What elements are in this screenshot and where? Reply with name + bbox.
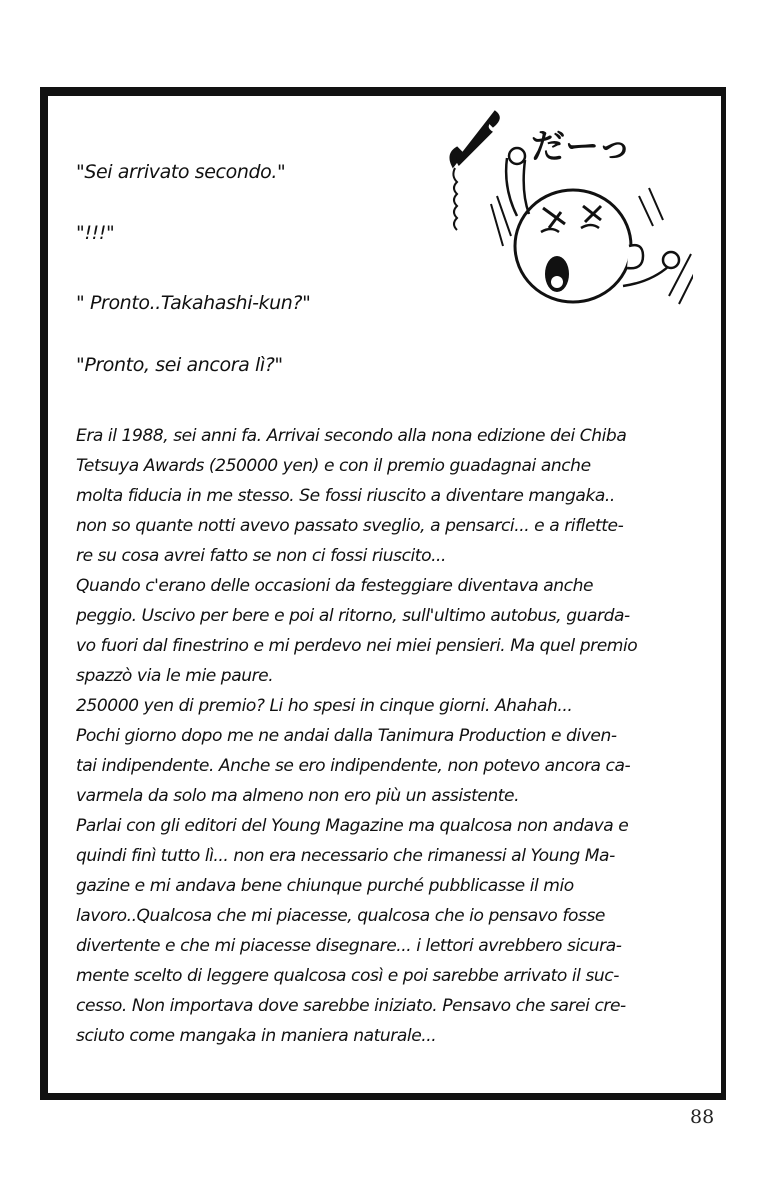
body-line: gazine e mi andava bene chiunque purché pubblicasse il mio xyxy=(76,876,574,896)
body-line: re su cosa avrei fatto se non ci fossi riuscito... xyxy=(76,546,447,566)
body-line: Era il 1988, sei anni fa. Arrivai secondo alla nona edizione dei Chiba xyxy=(76,426,627,446)
body-line: cesso. Non importava dove sarebbe iniziato. Pensavo che sarei cre- xyxy=(76,996,626,1016)
body-line: tai indipendente. Anche se ero indipendente, non potevo ancora ca- xyxy=(76,756,631,776)
body-line: Pochi giorno dopo me ne andai dalla Tanimura Production e diven- xyxy=(76,726,617,746)
screaming-man-dropping-phone-icon xyxy=(433,96,693,311)
body-line: molta fiducia in me stesso. Se fossi riuscito a diventare mangaka.. xyxy=(76,486,615,506)
sfx-text: だーっ xyxy=(531,127,632,167)
phone-receiver-icon xyxy=(451,112,499,230)
body-line: spazzò via le mie paure. xyxy=(76,666,274,686)
body-line: lavoro..Qualcosa che mi piacesse, qualcosa che io pensavo fosse xyxy=(76,906,605,926)
body-line: vo fuori dal finestrino e mi perdevo nei miei pensieri. Ma quel premio xyxy=(76,636,638,656)
body-line: peggio. Uscivo per bere e poi al ritorno, sull'ultimo autobus, guarda- xyxy=(76,606,630,626)
dialogue-line-4: "Pronto, sei ancora lì?" xyxy=(76,354,283,376)
body-line: 250000 yen di premio? Li ho spesi in cinque giorni. Ahahah... xyxy=(76,696,573,716)
body-line: sciuto come mangaka in maniera naturale... xyxy=(76,1026,437,1046)
body-text xyxy=(76,421,712,1051)
dialogue-line-1: "Sei arrivato secondo." xyxy=(76,161,286,183)
body-line: divertente e che mi piacesse disegnare... i lettori avrebbero sicura- xyxy=(76,936,622,956)
body-line: quindi finì tutto lì... non era necessario che rimanessi al Young Ma- xyxy=(76,846,615,866)
body-line: Quando c'erano delle occasioni da festeggiare diventava anche xyxy=(76,576,594,596)
body-line: mente scelto di leggere qualcosa così e poi sarebbe arrivato il suc- xyxy=(76,966,619,986)
dialogue-line-2: "!!!" xyxy=(76,222,115,244)
text-panel xyxy=(40,87,726,1100)
body-line: Tetsuya Awards (250000 yen) e con il premio guadagnai anche xyxy=(76,456,591,476)
head xyxy=(515,190,631,302)
body-line: Parlai con gli editori del Young Magazine ma qualcosa non andava e xyxy=(76,816,629,836)
dialogue-line-3: " Pronto..Takahashi-kun?" xyxy=(76,292,311,314)
body-line: varmela da solo ma almeno non ero più un assistente. xyxy=(76,786,520,806)
page-number: 88 xyxy=(690,1106,715,1128)
body-line: non so quante notti avevo passato sveglio, a pensarci... e a riflette- xyxy=(76,516,624,536)
